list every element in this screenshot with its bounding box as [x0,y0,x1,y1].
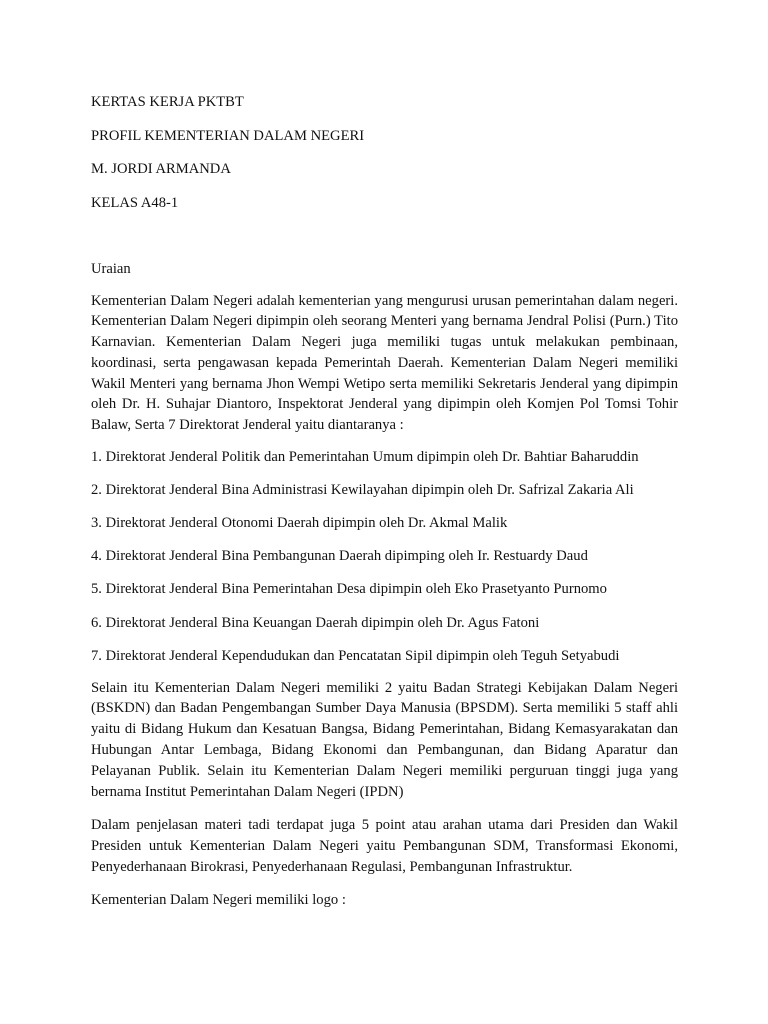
priorities-paragraph: Dalam penjelasan materi tadi terdapat juga 5 point atau arahan utama dari Presiden dan Wakil Presiden untuk Kementerian Dalam Negeri yaitu Pembangunan SDM, Transformasi Ekonomi, Penyederhanaan Birokrasi, Penyederhanaan Regulasi, Pembangunan Infrastruktur. [91,817,678,876]
author-name: M. JORDI ARMANDA [91,161,231,177]
list-item: 4. Direktorat Jenderal Bina Pembangunan Daerah dipimping oleh Ir. Restuardy Daud [91,548,588,565]
logo-caption: Kementerian Dalam Negeri memiliki logo : [91,891,346,908]
class-label: KELAS A48-1 [91,194,179,211]
list-item: 5. Direktorat Jenderal Bina Pemerintahan Desa dipimpin oleh Eko Prasetyanto Purnomo [91,581,607,598]
list-item: 6. Direktorat Jenderal Bina Keuangan Daerah dipimpin oleh Dr. Agus Fatoni [91,614,540,631]
list-item: 2. Direktorat Jenderal Bina Administrasi Kewilayahan dipimpin oleh Dr. Safrizal Zakaria Ali [91,482,634,499]
document-title: KERTAS KERJA PKTBT [91,94,244,110]
list-item: 1. Direktorat Jenderal Politik dan Pemerintahan Umum dipimpin oleh Dr. Bahtiar Baharuddin [91,449,639,466]
intro-paragraph: Kementerian Dalam Negeri adalah kementerian yang mengurusi urusan pemerintahan dalam negeri. Kementerian Dalam Negeri dipimpin oleh seorang Menteri yang bernama Jendral Polisi (Purn.) Tito Karnavian. Kementerian Dalam Negeri juga memiliki tugas untuk melakukan pembinaan, koordinasi, serta pengawasan kepada Pemerintah Daerah. Kementerian Dalam Negeri memiliki Wakil Menteri yang bernama Jhon Wempi Wetipo serta memiliki Sekretaris Jenderal yang dipimpin oleh Dr. H. Suhajar Diantoro, Inspektorat Jenderal yang dipimpin oleh Komjen Pol Tomsi Tohir Balaw, Serta 7 Direktorat Jenderal yaitu diantaranya : [91,292,678,434]
list-item: 3. Direktorat Jenderal Otonomi Daerah dipimpin oleh Dr. Akmal Malik [91,515,508,532]
list-item: 7. Direktorat Jenderal Kependudukan dan Pencatatan Sipil dipimpin oleh Teguh Setyabudi [91,647,620,664]
section-title: Uraian [91,260,131,277]
document-page [91,94,678,909]
document-subtitle: PROFIL KEMENTERIAN DALAM NEGERI [91,127,365,144]
agencies-paragraph: Selain itu Kementerian Dalam Negeri memiliki 2 yaitu Badan Strategi Kebijakan Dalam Negeri (BSKDN) dan Badan Pengembangan Sumber Daya Manusia (BPSDM). Serta memiliki 5 staff ahli yaitu di Bidang Hukum dan Kesatuan Bangsa, Bidang Pemerintahan, Bidang Kemasyarakatan dan Hubungan Antar Lembaga, Bidang Ekonomi dan Pembangunan, dan Bidang Aparatur dan Pelayanan Publik. Selain itu Kementerian Dalam Negeri memiliki perguruan tinggi juga yang bernama Institut Pemerintahan Dalam Negeri (IPDN) [91,679,678,800]
directorate-list [91,449,678,665]
